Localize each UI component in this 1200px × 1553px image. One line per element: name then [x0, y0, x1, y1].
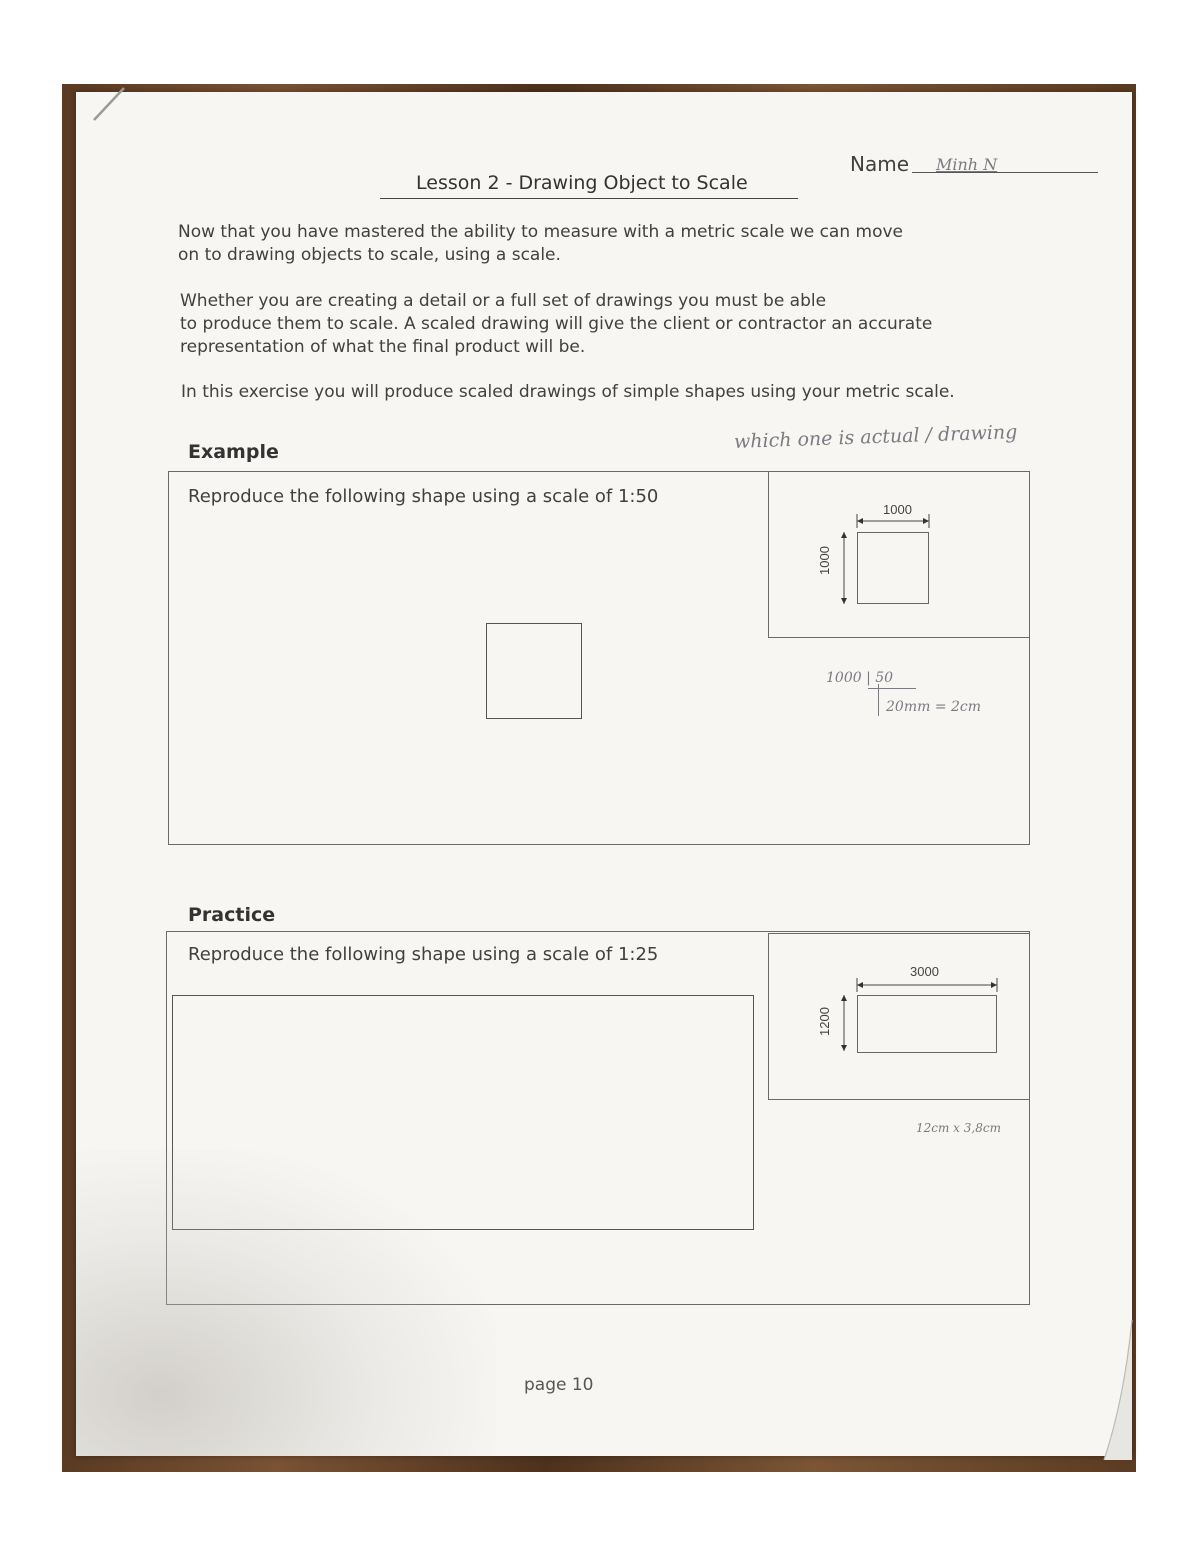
practice-height-dimension-line [836, 990, 852, 1056]
example-height-dimension-line [836, 527, 852, 609]
page-title: Lesson 2 - Drawing Object to Scale [416, 172, 748, 194]
page-curl [1084, 1320, 1136, 1460]
intro-para1-line2: on to drawing objects to scale, using a scale. [178, 245, 561, 265]
example-handwritten-note: which one is actual / drawing [733, 421, 1018, 453]
practice-width-dimension-line [850, 977, 1004, 993]
example-calc-line2: 20mm = 2cm [886, 699, 982, 715]
example-width-label: 1000 [883, 502, 912, 517]
example-scaled-square [486, 623, 582, 719]
practice-height-label: 1200 [816, 1007, 832, 1036]
intro-para2-line2: to produce them to scale. A scaled drawing will give the client or contractor an accurate [180, 314, 933, 334]
example-reference-square [857, 532, 929, 604]
practice-handwritten-note: 12cm x 3,8cm [916, 1121, 1001, 1135]
example-instruction: Reproduce the following shape using a scale of 1:50 [188, 486, 659, 507]
name-handwritten: Minh N [936, 155, 998, 174]
example-calc-rule [868, 688, 916, 689]
practice-reference-rectangle [857, 995, 997, 1053]
practice-width-label: 3000 [910, 964, 939, 979]
staple-mark [88, 82, 132, 126]
page-number: page 10 [524, 1375, 594, 1395]
example-heading: Example [188, 441, 279, 463]
name-label: Name [850, 152, 910, 176]
example-calc-line1: 1000 | 50 [826, 670, 894, 686]
practice-scaled-rectangle [172, 995, 754, 1230]
title-underline [380, 198, 798, 199]
intro-para1-line1: Now that you have mastered the ability to measure with a metric scale we can move [178, 222, 903, 242]
practice-instruction: Reproduce the following shape using a scale of 1:25 [188, 944, 659, 965]
practice-heading: Practice [188, 904, 276, 926]
example-height-label: 1000 [816, 546, 832, 575]
intro-para3: In this exercise you will produce scaled drawings of simple shapes using your metric scale. [181, 382, 955, 402]
intro-para2-line3: representation of what the final product will be. [180, 337, 586, 357]
intro-para2-line1: Whether you are creating a detail or a full set of drawings you must be able [180, 291, 827, 311]
